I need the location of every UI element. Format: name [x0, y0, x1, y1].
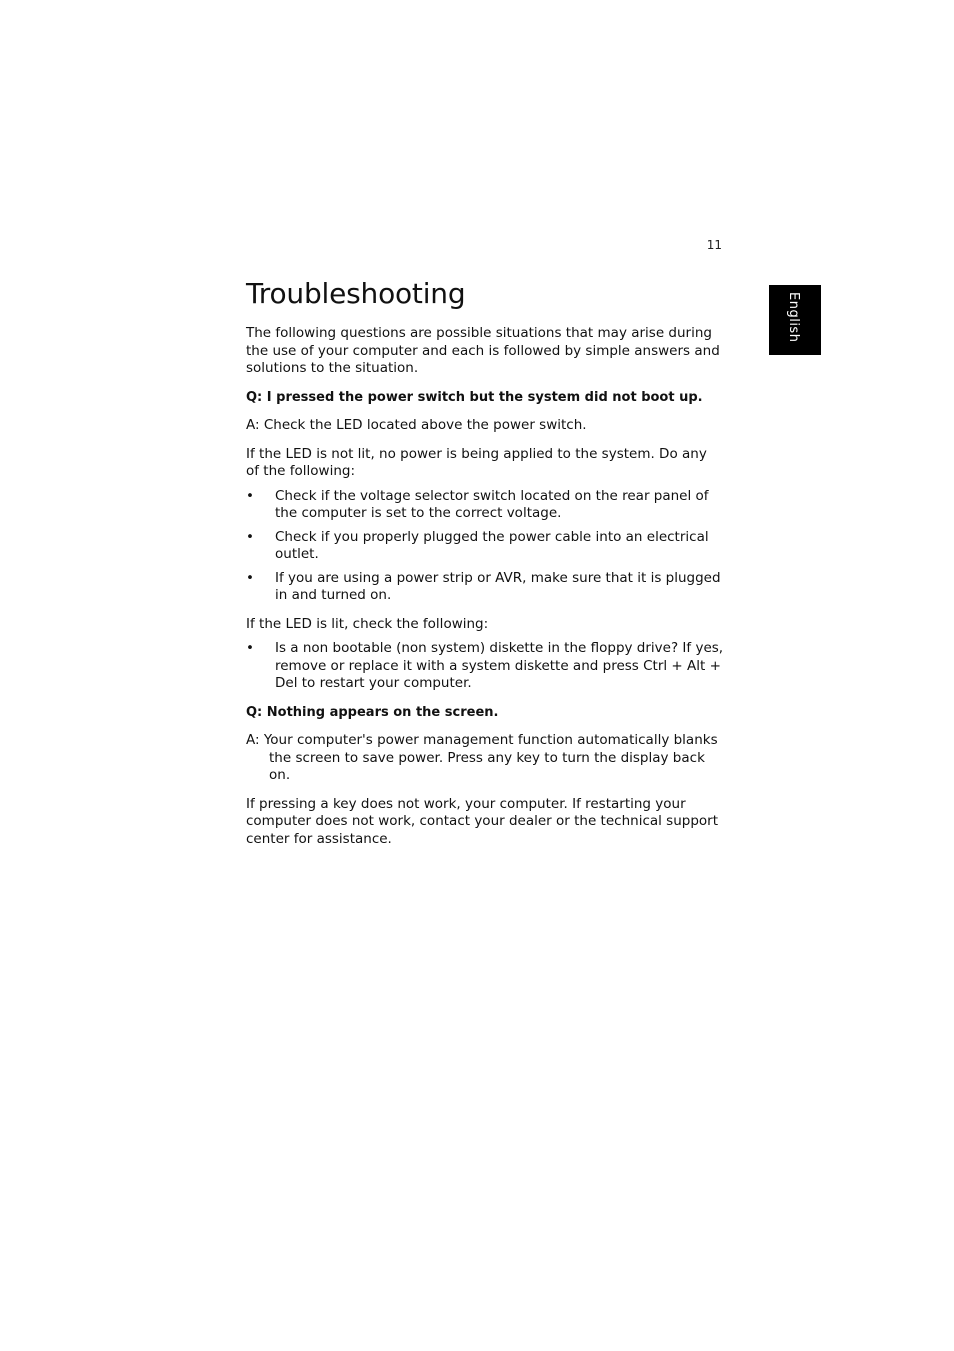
page-title: Troubleshooting [246, 277, 466, 310]
led-lit-paragraph: If the LED is lit, check the following: [246, 615, 489, 632]
list-item-text: Check if you properly plugged the power cable into an electrical outlet. [275, 528, 709, 562]
list-item [246, 570, 724, 605]
led-not-lit-list [246, 488, 724, 605]
answer-1: A: Check the LED located above the power switch. [246, 417, 587, 433]
question-2: Q: Nothing appears on the screen. [246, 704, 499, 720]
bullet-icon: • [246, 487, 254, 504]
support-paragraph: If pressing a key does not work, your computer. If restarting your computer does not work, contact your dealer or the technical support center for assistance. [246, 795, 719, 847]
list-item-text: Is a non bootable (non system) diskette in the floppy drive? If yes, remove or replace it with a system diskette and press Ctrl + Alt + Del to restart your computer. [275, 640, 724, 691]
list-item [246, 640, 724, 693]
answer-2: A: Your computer's power management function automatically blanks the screen to save power. Press any key to turn the display back on. [246, 732, 718, 783]
question-1: Q: I pressed the power switch but the system did not boot up. [246, 389, 703, 405]
bullet-icon: • [246, 569, 254, 586]
page-content [246, 276, 724, 859]
led-lit-list [246, 640, 724, 693]
bullet-icon: • [246, 528, 254, 545]
intro-paragraph: The following questions are possible situations that may arise during the use of your computer and each is followed by simple answers and solutions to the situation. [246, 325, 720, 376]
language-tab-label: English [786, 292, 801, 343]
list-item [246, 488, 724, 523]
led-not-lit-paragraph: If the LED is not lit, no power is being applied to the system. Do any of the following: [246, 445, 707, 479]
bullet-icon: • [246, 640, 254, 656]
list-item-text: Check if the voltage selector switch located on the rear panel of the computer is set to the correct voltage. [275, 487, 709, 521]
list-item-text: If you are using a power strip or AVR, make sure that it is plugged in and turned on. [275, 569, 721, 603]
page-number: 11 [706, 238, 722, 252]
list-item [246, 529, 724, 564]
